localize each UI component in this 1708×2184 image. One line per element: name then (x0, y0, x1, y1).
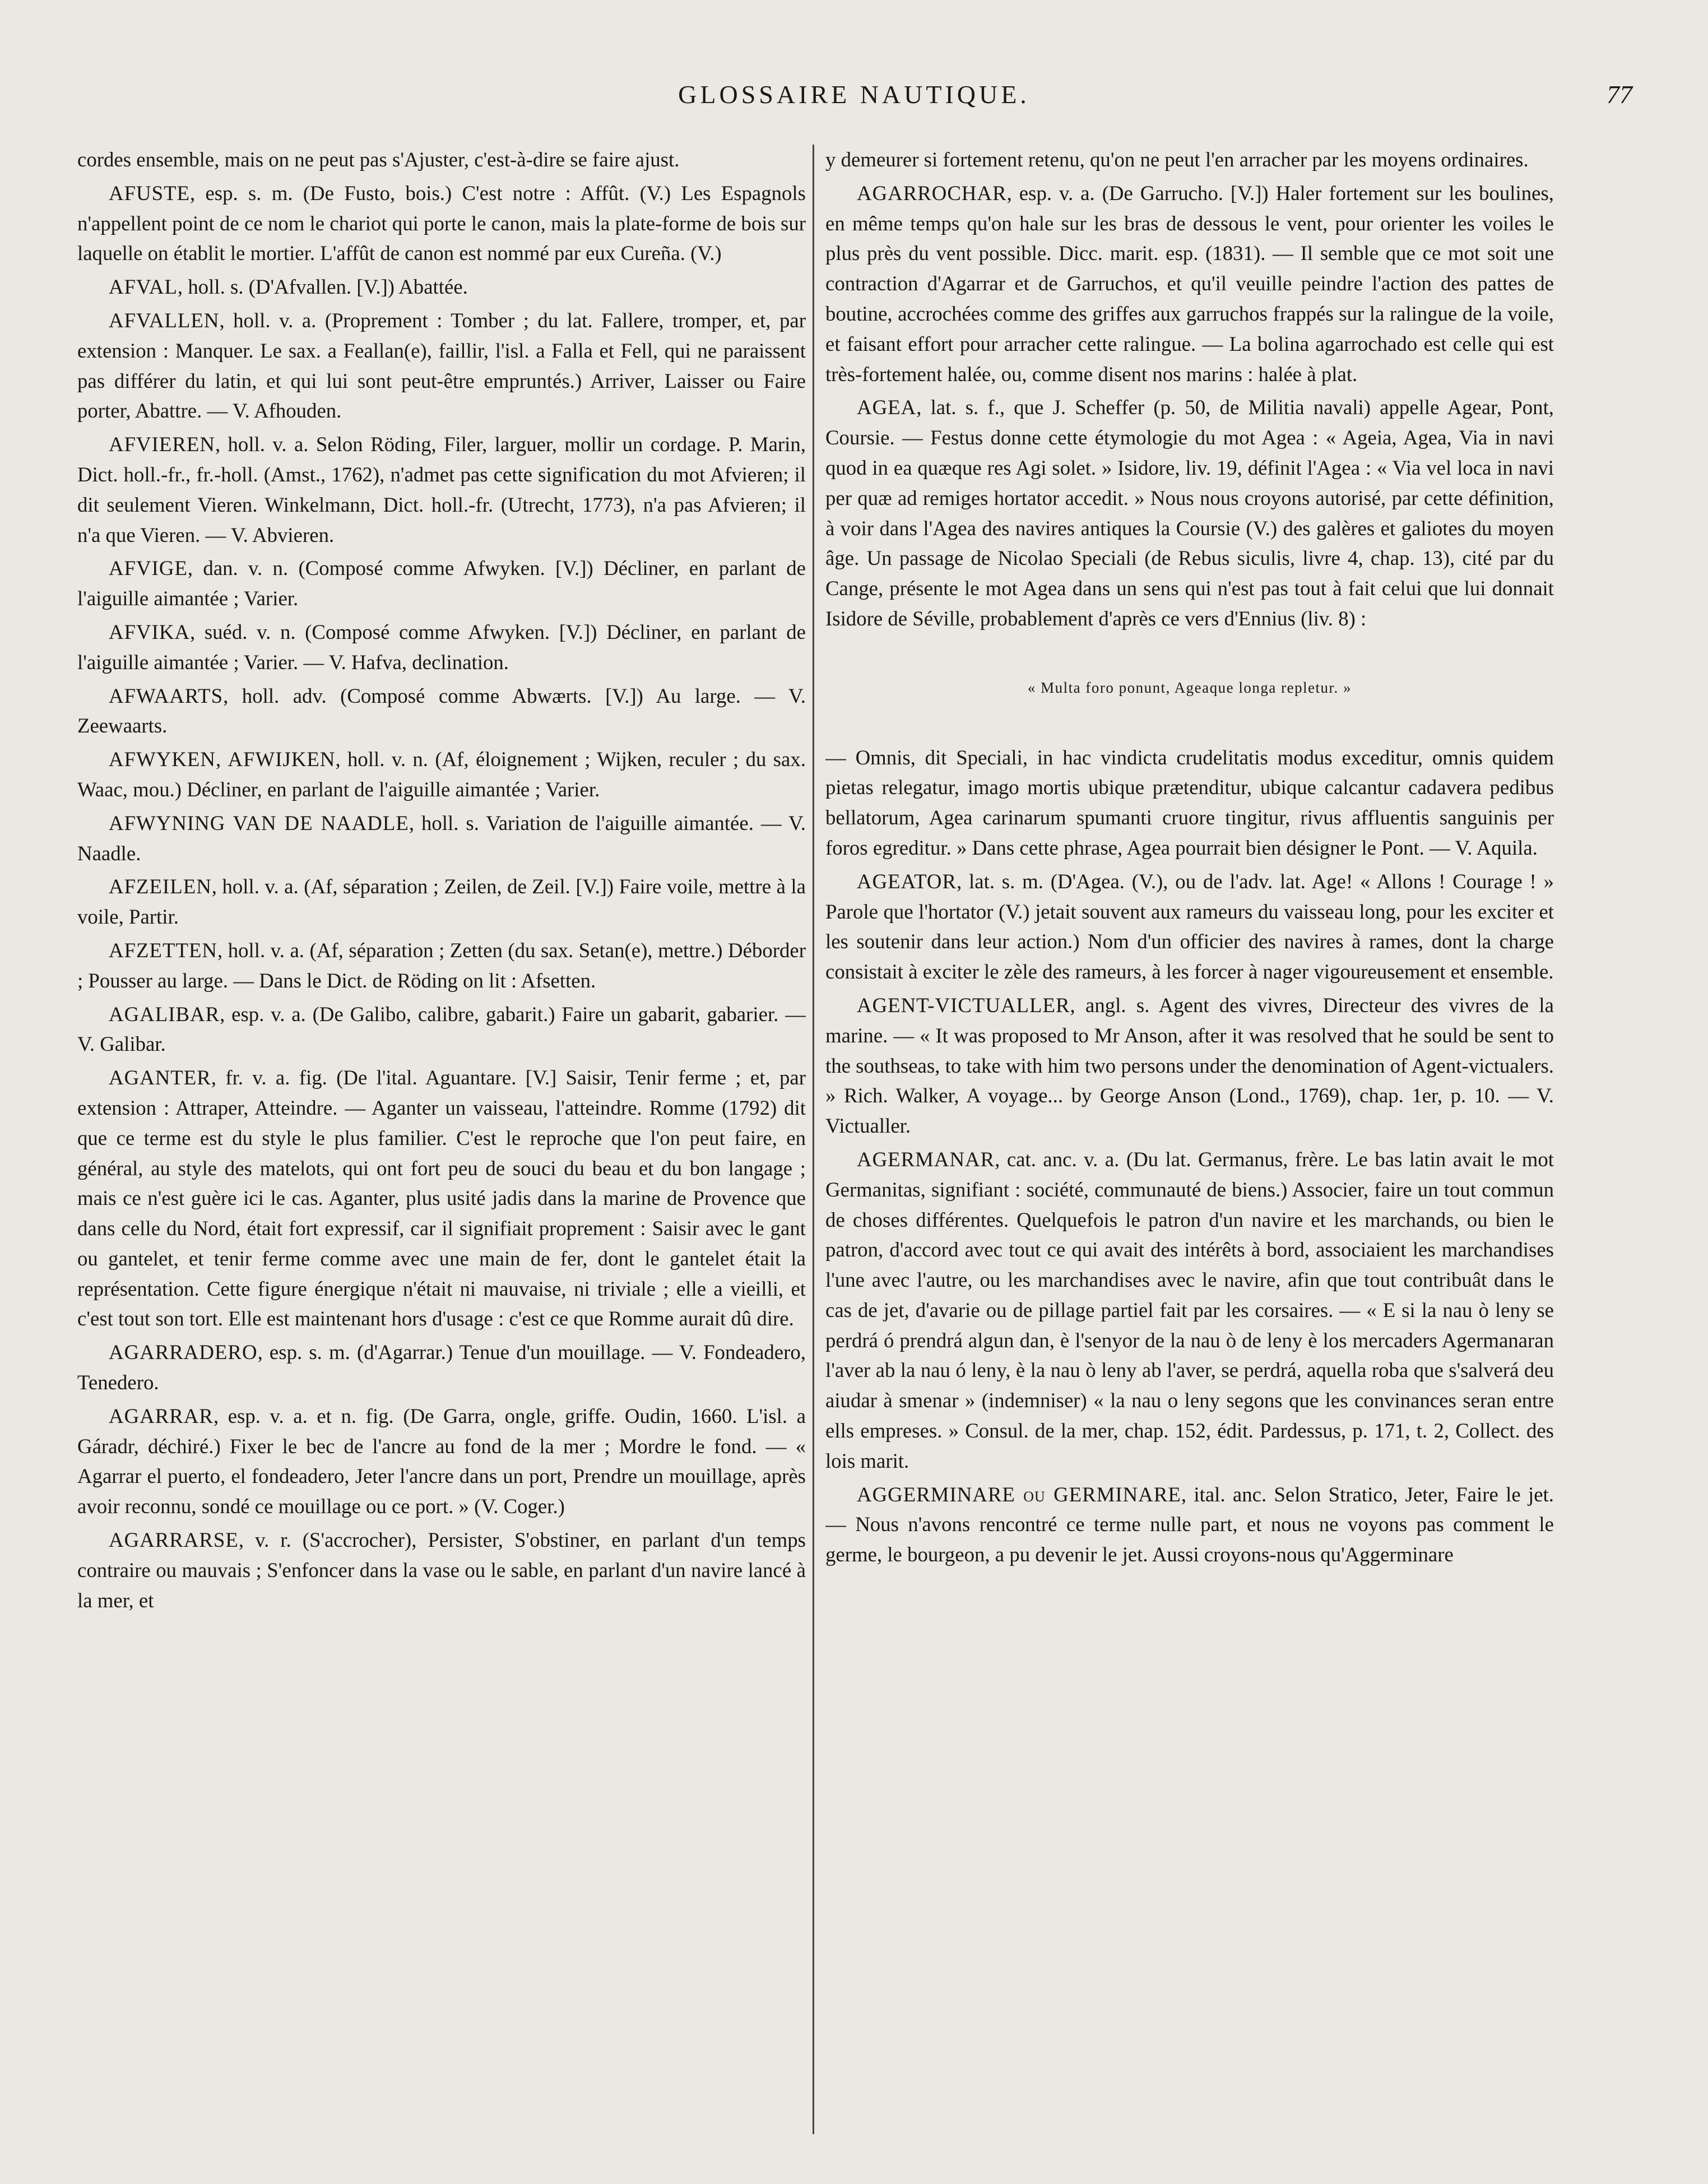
ennius-quotation: « Multa foro ponunt, Ageaque longa repletur. » (1027, 679, 1352, 696)
entry-headword: AGARRADERO (109, 1341, 258, 1364)
dictionary-entry (77, 429, 806, 550)
dictionary-entry (825, 1480, 1554, 1570)
dictionary-entry (77, 808, 806, 869)
entry-headword: AFVALLEN (109, 308, 220, 332)
dictionary-entry (77, 553, 806, 614)
entry-continuation (825, 145, 1554, 175)
entry-headword: AFVAL (109, 275, 178, 299)
dictionary-entry (825, 990, 1554, 1141)
dictionary-entry (77, 871, 806, 932)
dictionary-entry (77, 681, 806, 741)
entry-headword: AGARROCHAR (857, 181, 1007, 205)
entry-definition: , holl. v. a. (Af, séparation ; Zeilen, de Zeil. [V.]) Faire voile, mettre à la voile, Partir. (77, 875, 806, 929)
entry-headword: AGENT-VICTUALLER (857, 993, 1070, 1017)
entry-definition: , holl. v. a. (Af, séparation ; Zetten (du sax. Setan(e), mettre.) Déborder ; Pousser au large. — Dans le Dict. de Röding on lit : Afsetten. (77, 938, 806, 992)
dictionary-entry (825, 866, 1554, 987)
entry-headword: AFVIGE (109, 557, 188, 580)
entry-definition: , lat. s. m. (D'Agea. (V.), ou de l'adv. lat. Age! « Allons ! Courage ! » Parole que l'hortator (V.) jetait souvent aux rameurs du vaisseau long, pour les exciter et les soutenir dans leur action.) Nom d'un officier des navires à rames, dont la charge consistait à exciter le zèle des rameurs, à les forcer à nager vigoureusement et ensemble. (825, 869, 1554, 984)
dictionary-entry (77, 1525, 806, 1615)
entry-definition: , esp. s. m. (d'Agarrar.) Tenue d'un mouillage. — V. Fondeadero, Tenedero. (77, 1341, 806, 1394)
entry-definition: — Omnis, dit Speciali, in hac vindicta crudelitatis modus exceditur, omnis quidem pietas relegatur, imago mortis ubique prætenditur, ubique calcantur cadavera pedibus bellatorum, Agea carinarum spumanti cruore tingitur, rivus affluentis sanguinis per foros egreditur. » Dans cette phrase, Agea pourrait bien désigner le Pont. — V. Aquila. (825, 745, 1554, 859)
dictionary-entry (77, 305, 806, 426)
entry-definition: , esp. v. a. (De Garrucho. [V.]) Haler fortement sur les boulines, en même temps qu'on hale sur les bras de dessous le vent, pour orienter les voiles le plus près du vent possible. Dicc. marit. esp. (1831). — Il semble que ce mot soit une contraction d'Agarrar et de Garruchos, et qu'il veuille peindre l'action des pattes de boutine, accrochées comme des griffes aux garruchos frappés sur la ralingue de la voile, et faisant effort pour arracher cette ralingue. — La bolina agarrochado est celle qui est très-fortement halée, ou, comme disent nos marins : halée à plat. (825, 181, 1554, 386)
entry-headword: AFWYNING VAN DE NAADLE (109, 811, 409, 834)
entry-definition: , esp. v. a. et n. fig. (De Garra, ongle, griffe. Oudin, 1660. L'isl. a Gáradr, déchiré.) Fixer le bec de l'ancre au fond de la mer ; Mordre le fond. — « Agarrar el puerto, el fondeadero, Jeter l'ancre dans un port, Prendre un mouillage, après avoir reconnu, sondé ce mouillage ou ce port. » (V. Coger.) (77, 1404, 806, 1518)
entry-headword: AGEATOR (857, 869, 957, 893)
running-head (76, 80, 1632, 113)
dictionary-entry (825, 178, 1554, 389)
entry-headword: AGGERMINARE ou GERMINARE (857, 1482, 1181, 1506)
dictionary-entry (77, 744, 806, 805)
dictionary-entry (77, 999, 806, 1060)
entry-headword: AFUSTE (109, 181, 191, 205)
dictionary-entry (77, 178, 806, 268)
entry-definition: , holl. s. Variation de l'aiguille aimantée. — V. Naadle. (77, 811, 806, 865)
entry-headword: AGALIBAR (109, 1002, 220, 1026)
dictionary-entry (77, 272, 806, 302)
entry-definition: , holl. v. n. (Af, éloignement ; Wijken, reculer ; du sax. Waac, mou.) Décliner, en parlant de l'aiguille aimantée ; Varier. (77, 748, 806, 801)
entry-definition: , esp. s. m. (De Fusto, bois.) C'est notre : Affût. (V.) Les Espagnols n'appellent point de ce nom le chariot qui porte le canon, mais la plate-forme de bois sur laquelle on établit le mortier. L'affût de canon est nommé par eux Cureña. (V.) (77, 181, 806, 265)
dictionary-entry (77, 1401, 806, 1522)
entry-definition: , cat. anc. v. a. (Du lat. Germanus, frère. Le bas latin avait le mot Germanitas, signifiant : société, communauté de biens.) Associer, faire un tout commun de choses différentes. Quelquefois le patron d'un navire et les marchands, ou bien le patron, d'accord avec tout ce qui avait des intérêts à bord, associaient les marchandises l'une avec l'autre, ou les marchandises avec le navire, afin que tout contribuât dans le cas de jet, d'avarie ou de pillage partiel fait par les corsaires. — « E si la nau ò leny se perdrá ó prendrá algun dan, è l'senyor de la nau ò de leny è los mercaders Agermanaran l'aver ab la nau ó leny, è la nau ò leny ab l'aver, se perdrá, aquella roba que s'salverá deu aiudar à smenar » (indemniser) « la nau o leny segons que les convinances seran entre ells empreses. » Consul. de la mer, chap. 152, édit. Pardessus, p. 171, t. 2, Collect. des lois marit. (825, 1147, 1554, 1472)
entry-headword: AGARRAR (109, 1404, 214, 1427)
entry-definition: , v. r. (S'accrocher), Persister, S'obstiner, en parlant d'un temps contraire ou mauvais ; S'enfoncer dans la vase ou le sable, en parlant d'un navire lancé à la mer, et (77, 1528, 806, 1612)
dictionary-entry (77, 1063, 806, 1334)
entry-definition: , fr. v. a. fig. (De l'ital. Aguantare. [V.] Saisir, Tenir ferme ; et, par extension : Attraper, Atteindre. — Aganter un vaisseau, l'atteindre. Romme (1792) dit que ce terme est du style le plus familier. C'est le reproche que l'on peut faire, en général, au style des matelots, qui ont fort peu de souci du beau et du bon langage ; mais ce n'est guère ici le cas. Aganter, plus usité jadis dans la marine de Provence que dans celle du Nord, était fort expressif, car il signifiait proprement : Saisir avec le gant ou gantelet, et tenir ferme comme avec une main de fer, dont le gantelet était la représentation. Cette figure énergique n'était ni mauvaise, ni triviale ; elle a vieilli, et c'est tout son tort. Elle est maintenant hors d'usage : c'est ce que Romme aurait dû dire. (77, 1066, 806, 1330)
right-column-top (825, 145, 1554, 634)
entry-headword: AGERMANAR (857, 1147, 995, 1171)
entry-headword: AFZEILEN (109, 875, 212, 898)
entry-definition: cordes ensemble, mais on ne peut pas s'Ajuster, c'est-à-dire se faire ajust. (77, 148, 680, 171)
entry-definition: , ital. anc. Selon Stratico, Jeter, Faire le jet. — Nous n'avons rencontré ce terme nulle part, et nous ne voyons pas comment le germe, le bourgeon, a pu devenir le jet. Aussi croyons-nous qu'Aggerminare (825, 1482, 1554, 1566)
dictionary-entry (825, 1144, 1554, 1476)
entry-definition: , holl. v. a. (Proprement : Tomber ; du lat. Fallere, tromper, et, par extension : Manquer. Le sax. a Feallan(e), faillir, l'isl. a Falla et Fell, qui ne paraissent pas différer du latin, et qui lui sont peut-être empruntés.) Arriver, Laisser ou Faire porter, Abattre. — V. Afhouden. (77, 308, 806, 423)
dictionary-entry (825, 392, 1554, 633)
dictionary-entry (77, 617, 806, 678)
left-column (77, 145, 806, 2117)
entry-headword: AFZETTEN (109, 938, 217, 962)
entry-definition: y demeurer si fortement retenu, qu'on ne peut l'en arracher par les moyens ordinaires. (825, 148, 1529, 171)
entry-definition: , esp. v. a. (De Galibo, calibre, gabarit.) Faire un gabarit, gabarier. — V. Galibar. (77, 1002, 806, 1056)
entry-continuation (825, 743, 1554, 863)
running-title: GLOSSAIRE NAUTIQUE. (678, 80, 1030, 109)
entry-headword: AFWYKEN, AFWIJKEN (109, 748, 336, 771)
entry-definition: , suéd. v. n. (Composé comme Afwyken. [V.]) Décliner, en parlant de l'aiguille aimantée ; Varier. — V. Hafva, declination. (77, 620, 806, 674)
entry-headword: AFWAARTS (109, 684, 224, 707)
entry-definition: , holl. adv. (Composé comme Abwærts. [V.]) Au large. — V. Zeewaarts. (77, 684, 806, 738)
entry-headword: AGANTER (109, 1066, 211, 1089)
right-column (825, 145, 1554, 2117)
entry-headword: AFVIKA (109, 620, 191, 643)
entry-headword: AFVIEREN (109, 433, 215, 456)
entry-definition: , holl. s. (D'Afvallen. [V.]) Abattée. (177, 275, 468, 299)
entry-definition: , lat. s. f., que J. Scheffer (p. 50, de Militia navali) appelle Agear, Pont, Coursie. — Festus donne cette étymologie du mot Agea : « Ageia, Agea, Via in navi quod in ea quæque res Agi solet. » Isidore, liv. 19, définit l'Agea : « Via vel loca in navi per quæ ad remiges hortator accedit. » Nous nous croyons autorisé, par cette définition, à voir dans l'Agea des navires antiques la Coursie (V.) des galères et galiotes du moyen âge. Un passage de Nicolao Speciali (de Rebus siculis, livre 4, chap. 13), cité par du Cange, présente le mot Agea dans un sens qui n'est pas tout à fait celui que lui donnait Isidore de Séville, probablement d'après ce vers d'Ennius (liv. 8) : (825, 396, 1554, 630)
entry-definition: , angl. s. Agent des vivres, Directeur des vivres de la marine. — « It was proposed to Mr Anson, after it was resolved that he sould be sent to the southseas, to take with him two persons under the denomination of Agent-victualers. » Rich. Walker, A voyage... by George Anson (Lond., 1769), chap. 1er, p. 10. — V. Victualler. (825, 993, 1554, 1138)
entry-headword: AGARRARSE (109, 1528, 239, 1552)
dictionary-entry (77, 1337, 806, 1398)
entry-continuation (77, 145, 806, 175)
right-column-bottom (825, 743, 1554, 1570)
column-divider (813, 145, 814, 2134)
entry-headword: AGEA (857, 396, 917, 419)
page-number: 77 (1607, 80, 1632, 109)
dictionary-entry (77, 935, 806, 996)
entry-definition: , holl. v. a. Selon Röding, Filer, larguer, mollir un cordage. P. Marin, Dict. holl.-fr., fr.-holl. (Amst., 1762), n'admet pas cette signification du mot Afvieren; il dit seulement Vieren. Winkelmann, Dict. holl.-fr. (Utrecht, 1773), n'a pas Afvieren; il n'a que Vieren. — V. Abvieren. (77, 433, 806, 546)
entry-definition: , dan. v. n. (Composé comme Afwyken. [V.]) Décliner, en parlant de l'aiguille aimantée ; Varier. (77, 557, 806, 610)
